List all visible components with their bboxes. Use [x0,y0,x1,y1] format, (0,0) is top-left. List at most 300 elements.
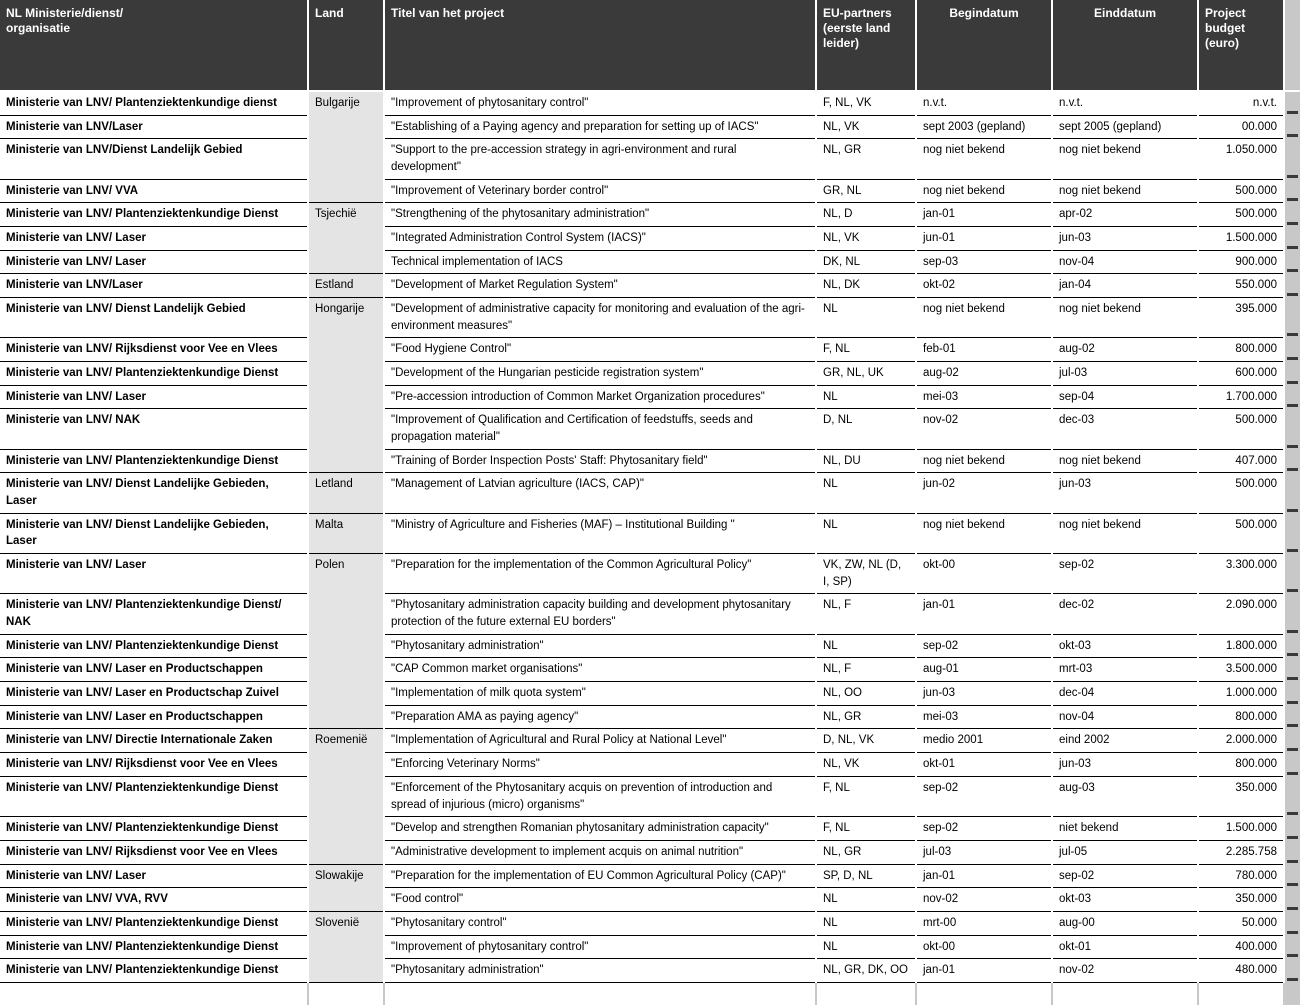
row-gutter-marker [1284,935,1300,959]
column-header-budget-line1: Project [1205,6,1246,20]
cell-budget: 800.000 [1198,338,1284,362]
row-gutter-marker [1284,705,1300,729]
cell-begindatum: jan-01 [916,864,1052,888]
column-header-partners-line2: (eerste land [823,21,891,35]
cell-budget: 350.000 [1198,888,1284,912]
column-header-organisatie-line2: organisatie [6,21,71,35]
cell-einddatum: jun-03 [1052,227,1198,251]
row-gutter-marker [1284,753,1300,777]
row-gutter-marker [1284,274,1300,298]
cell-einddatum: nov-04 [1052,705,1198,729]
cell-organisatie: Ministerie van LNV/ Dienst Landelijke Gebieden, Laser [0,473,308,513]
cell-titel: "Administrative development to implement acquis on animal nutrition" [384,840,816,864]
cell-land [308,682,384,706]
cell-organisatie: Ministerie van LNV/ NAK [0,409,308,449]
cell-titel: "Implementation of milk quota system" [384,682,816,706]
cell-budget: 1.800.000 [1198,634,1284,658]
table-row [0,959,1300,983]
table-row [0,753,1300,777]
cell-begindatum: okt-02 [916,274,1052,298]
cell-begindatum: nog niet bekend [916,298,1052,338]
cell-titel: "Integrated Administration Control System (IACS)" [384,227,816,251]
cell-einddatum: jun-03 [1052,473,1198,513]
cell-begindatum: okt-00 [916,935,1052,959]
table-header [0,0,1300,91]
cell-land [308,634,384,658]
row-gutter-marker [1284,473,1300,513]
cell-begindatum: okt-00 [916,554,1052,594]
row-gutter-marker [1284,776,1300,816]
cell-einddatum: nov-02 [1052,959,1198,983]
cell-partners: NL [816,513,916,553]
cell-budget: 500.000 [1198,473,1284,513]
cell-einddatum: dec-04 [1052,682,1198,706]
cell-land: Malta [308,513,384,553]
cell-titel: "Pre-accession introduction of Common Market Organization procedures" [384,385,816,409]
cell-titel: "Phytosanitary administration" [384,634,816,658]
cell-einddatum: aug-02 [1052,338,1198,362]
row-gutter-marker [1284,227,1300,251]
cell-budget: 3.500.000 [1198,658,1284,682]
cell-organisatie: Ministerie van LNV/ Plantenziektenkundige Dienst [0,817,308,841]
cell-land [308,959,384,983]
column-header-land: Land [308,0,384,91]
cell-titel: "Improvement of Veterinary border control" [384,179,816,203]
cell-land [308,935,384,959]
cell-land [308,385,384,409]
cell-begindatum: sep-02 [916,776,1052,816]
cell-land [308,139,384,179]
cell-partners: NL [816,911,916,935]
cell-einddatum: nog niet bekend [1052,298,1198,338]
cell-begindatum: jun-01 [916,227,1052,251]
cell-land: Polen [308,554,384,594]
cell-begindatum: sep-02 [916,817,1052,841]
cell-titel: "Enforcing Veterinary Norms" [384,753,816,777]
footer-space-cell [916,982,1052,1005]
cell-budget: 395.000 [1198,298,1284,338]
cell-budget: 1.000.000 [1198,682,1284,706]
cell-einddatum: dec-02 [1052,594,1198,634]
cell-einddatum: n.v.t. [1052,91,1198,115]
cell-organisatie: Ministerie van LNV/ Laser en Productschappen [0,658,308,682]
cell-titel: "Food control" [384,888,816,912]
cell-begindatum: jan-01 [916,203,1052,227]
cell-budget: 1.500.000 [1198,817,1284,841]
cell-partners: D, NL, VK [816,729,916,753]
cell-budget: 500.000 [1198,409,1284,449]
cell-partners: NL [816,385,916,409]
cell-budget: 2.285.758 [1198,840,1284,864]
cell-land [308,705,384,729]
cell-organisatie: Ministerie van LNV/ Plantenziektenkundige Dienst [0,959,308,983]
cell-land [308,179,384,203]
table-row [0,91,1300,115]
cell-einddatum: okt-03 [1052,888,1198,912]
cell-partners: NL [816,298,916,338]
table-row [0,594,1300,634]
cell-titel: "Preparation for the implementation of the Common Agricultural Policy" [384,554,816,594]
table-row [0,227,1300,251]
cell-titel: "Enforcement of the Phytosanitary acquis on prevention of introduction and spread of injurious (micro) organisms" [384,776,816,816]
cell-begindatum: nov-02 [916,409,1052,449]
cell-organisatie: Ministerie van LNV/ Plantenziektenkundige Dienst [0,634,308,658]
cell-partners: NL, DU [816,449,916,473]
column-header-organisatie-line1: NL Ministerie/dienst/ [6,6,124,20]
row-gutter-marker [1284,634,1300,658]
row-gutter-marker [1284,888,1300,912]
cell-organisatie: Ministerie van LNV/ Plantenziektenkundige Dienst [0,935,308,959]
cell-begindatum: mei-03 [916,385,1052,409]
cell-partners: NL, GR, DK, OO [816,959,916,983]
cell-land [308,840,384,864]
table-footer-space [0,982,1300,1005]
cell-land: Bulgarije [308,91,384,115]
cell-titel: "Preparation for the implementation of EU Common Agricultural Policy (CAP)" [384,864,816,888]
cell-organisatie: Ministerie van LNV/ Rijksdienst voor Vee en Vlees [0,338,308,362]
column-header-partners-line3: leider) [823,36,860,50]
table-row [0,115,1300,139]
table-body [0,91,1300,1005]
table-row [0,864,1300,888]
row-gutter-marker [1284,658,1300,682]
cell-organisatie: Ministerie van LNV/ Laser en Productschappen [0,705,308,729]
table-row [0,513,1300,553]
cell-titel: "Develop and strengthen Romanian phytosanitary administration capacity" [384,817,816,841]
cell-budget: 780.000 [1198,864,1284,888]
cell-partners: F, NL [816,817,916,841]
cell-einddatum: niet bekend [1052,817,1198,841]
cell-partners: NL, VK [816,753,916,777]
cell-titel: "Support to the pre-accession strategy in agri-environment and rural development" [384,139,816,179]
cell-partners: GR, NL [816,179,916,203]
cell-begindatum: jan-01 [916,594,1052,634]
cell-partners: NL, VK [816,227,916,251]
cell-land: Slovenië [308,911,384,935]
cell-budget: 800.000 [1198,753,1284,777]
row-gutter-marker [1284,91,1300,115]
cell-einddatum: sep-02 [1052,554,1198,594]
column-header-partners [816,0,916,91]
cell-begindatum: nog niet bekend [916,139,1052,179]
cell-einddatum: nog niet bekend [1052,449,1198,473]
table-row [0,634,1300,658]
cell-einddatum: nog niet bekend [1052,179,1198,203]
cell-partners: F, NL [816,776,916,816]
cell-land [308,753,384,777]
column-header-gutter [1284,0,1300,91]
cell-land: Letland [308,473,384,513]
cell-partners: NL, GR [816,840,916,864]
table-row [0,776,1300,816]
cell-organisatie: Ministerie van LNV/ Rijksdienst voor Vee en Vlees [0,753,308,777]
cell-land: Hongarije [308,298,384,338]
row-gutter-marker [1284,362,1300,386]
cell-organisatie: Ministerie van LNV/ Plantenziektenkundige Dienst/ NAK [0,594,308,634]
cell-budget: 3.300.000 [1198,554,1284,594]
cell-titel: "Development of Market Regulation System" [384,274,816,298]
cell-partners: F, NL, VK [816,91,916,115]
cell-begindatum: aug-02 [916,362,1052,386]
cell-budget: 2.090.000 [1198,594,1284,634]
cell-budget: 50.000 [1198,911,1284,935]
cell-land [308,817,384,841]
cell-begindatum: n.v.t. [916,91,1052,115]
table-row [0,840,1300,864]
cell-land [308,115,384,139]
cell-land [308,776,384,816]
cell-einddatum: sep-02 [1052,864,1198,888]
cell-begindatum: jun-02 [916,473,1052,513]
cell-organisatie: Ministerie van LNV/ Plantenziektenkundige Dienst [0,911,308,935]
table-row [0,554,1300,594]
cell-titel: "Improvement of Qualification and Certification of feedstuffs, seeds and propagation material" [384,409,816,449]
column-header-budget-line2: budget [1205,21,1245,35]
cell-organisatie: Ministerie van LNV/Dienst Landelijk Gebied [0,139,308,179]
cell-organisatie: Ministerie van LNV/ Plantenziektenkundige Dienst [0,362,308,386]
column-header-einddatum: Einddatum [1052,0,1198,91]
cell-partners: GR, NL, UK [816,362,916,386]
cell-budget: 480.000 [1198,959,1284,983]
table-row [0,658,1300,682]
table-row [0,473,1300,513]
cell-organisatie: Ministerie van LNV/ Dienst Landelijke Gebieden, Laser [0,513,308,553]
cell-titel: "Training of Border Inspection Posts' Staff: Phytosanitary field" [384,449,816,473]
table-row [0,362,1300,386]
table-row [0,705,1300,729]
cell-budget: 407.000 [1198,449,1284,473]
cell-land: Estland [308,274,384,298]
cell-begindatum: feb-01 [916,338,1052,362]
cell-titel: "Development of administrative capacity for monitoring and evaluation of the agri-environment measures" [384,298,816,338]
cell-einddatum: jul-03 [1052,362,1198,386]
cell-organisatie: Ministerie van LNV/ Plantenziektenkundige Dienst [0,776,308,816]
cell-einddatum: jun-03 [1052,753,1198,777]
cell-partners: D, NL [816,409,916,449]
cell-titel: "Development of the Hungarian pesticide registration system" [384,362,816,386]
cell-einddatum: mrt-03 [1052,658,1198,682]
table-row [0,338,1300,362]
cell-partners: SP, D, NL [816,864,916,888]
table-row [0,935,1300,959]
cell-partners: F, NL [816,338,916,362]
cell-partners: NL, GR [816,139,916,179]
cell-organisatie: Ministerie van LNV/ Laser [0,227,308,251]
header-row [0,0,1300,91]
cell-land [308,409,384,449]
cell-land: Tsjechië [308,203,384,227]
row-gutter-marker [1284,729,1300,753]
cell-budget: 600.000 [1198,362,1284,386]
cell-einddatum: jul-05 [1052,840,1198,864]
row-gutter-marker [1284,385,1300,409]
cell-land: Roemenië [308,729,384,753]
table-row [0,298,1300,338]
footer-space-cell [384,982,816,1005]
cell-land [308,227,384,251]
cell-titel: "Food Hygiene Control" [384,338,816,362]
column-header-budget [1198,0,1284,91]
cell-einddatum: jan-04 [1052,274,1198,298]
cell-land [308,449,384,473]
cell-einddatum: okt-03 [1052,634,1198,658]
table-row [0,682,1300,706]
table-row [0,385,1300,409]
cell-begindatum: okt-01 [916,753,1052,777]
cell-budget: 1.050.000 [1198,139,1284,179]
cell-organisatie: Ministerie van LNV/Laser [0,274,308,298]
cell-begindatum: sept 2003 (gepland) [916,115,1052,139]
table-row [0,250,1300,274]
cell-begindatum: jan-01 [916,959,1052,983]
footer-space-cell [0,982,308,1005]
cell-land [308,658,384,682]
cell-budget: 00.000 [1198,115,1284,139]
row-gutter-marker [1284,139,1300,179]
cell-partners: NL [816,935,916,959]
cell-einddatum: eind 2002 [1052,729,1198,753]
column-header-organisatie [0,0,308,91]
cell-titel: "Improvement of phytosanitary control" [384,91,816,115]
cell-partners: NL, F [816,594,916,634]
cell-budget: 2.000.000 [1198,729,1284,753]
column-header-partners-line1: EU-partners [823,6,892,20]
table-row [0,274,1300,298]
cell-organisatie: Ministerie van LNV/ Laser en Productschap Zuivel [0,682,308,706]
cell-begindatum: mei-03 [916,705,1052,729]
cell-titel: "Preparation AMA as paying agency" [384,705,816,729]
cell-partners: NL [816,634,916,658]
table-row [0,911,1300,935]
cell-land [308,362,384,386]
cell-budget: 500.000 [1198,513,1284,553]
cell-begindatum: sep-03 [916,250,1052,274]
table-row [0,449,1300,473]
footer-space-cell [816,982,916,1005]
cell-organisatie: Ministerie van LNV/ Rijksdienst voor Vee en Vlees [0,840,308,864]
cell-einddatum: aug-00 [1052,911,1198,935]
cell-einddatum: nov-04 [1052,250,1198,274]
cell-budget: n.v.t. [1198,91,1284,115]
cell-organisatie: Ministerie van LNV/Laser [0,115,308,139]
row-gutter-marker [1284,203,1300,227]
cell-titel: "CAP Common market organisations" [384,658,816,682]
cell-land [308,338,384,362]
row-gutter-marker [1284,115,1300,139]
cell-organisatie: Ministerie van LNV/ Laser [0,864,308,888]
cell-organisatie: Ministerie van LNV/ Plantenziektenkundige Dienst [0,203,308,227]
cell-budget: 350.000 [1198,776,1284,816]
cell-begindatum: nog niet bekend [916,179,1052,203]
table-row [0,729,1300,753]
cell-einddatum: nog niet bekend [1052,513,1198,553]
table-row [0,888,1300,912]
row-gutter-marker [1284,817,1300,841]
row-gutter-marker [1284,911,1300,935]
cell-einddatum: sept 2005 (gepland) [1052,115,1198,139]
footer-space-cell [1284,982,1300,1005]
cell-organisatie: Ministerie van LNV/ Dienst Landelijk Gebied [0,298,308,338]
cell-organisatie: Ministerie van LNV/ VVA [0,179,308,203]
row-gutter-marker [1284,554,1300,594]
cell-begindatum: jun-03 [916,682,1052,706]
cell-budget: 1.700.000 [1198,385,1284,409]
cell-partners: NL, GR [816,705,916,729]
cell-budget: 800.000 [1198,705,1284,729]
cell-partners: NL, DK [816,274,916,298]
cell-titel: "Establishing of a Paying agency and preparation for setting up of IACS" [384,115,816,139]
cell-partners: NL, OO [816,682,916,706]
cell-budget: 500.000 [1198,203,1284,227]
cell-organisatie: Ministerie van LNV/ Laser [0,554,308,594]
cell-partners: NL, D [816,203,916,227]
cell-budget: 1.500.000 [1198,227,1284,251]
cell-begindatum: sep-02 [916,634,1052,658]
cell-organisatie: Ministerie van LNV/ VVA, RVV [0,888,308,912]
cell-land [308,594,384,634]
cell-partners: DK, NL [816,250,916,274]
table-row [0,203,1300,227]
column-header-begindatum: Begindatum [916,0,1052,91]
table-row [0,409,1300,449]
cell-titel: "Ministry of Agriculture and Fisheries (MAF) – Institutional Building " [384,513,816,553]
row-gutter-marker [1284,298,1300,338]
row-gutter-marker [1284,594,1300,634]
cell-budget: 900.000 [1198,250,1284,274]
cell-partners: NL [816,888,916,912]
cell-begindatum: aug-01 [916,658,1052,682]
cell-budget: 500.000 [1198,179,1284,203]
cell-land [308,888,384,912]
cell-budget: 550.000 [1198,274,1284,298]
row-gutter-marker [1284,840,1300,864]
cell-partners: VK, ZW, NL (D, I, SP) [816,554,916,594]
cell-partners: NL, F [816,658,916,682]
footer-space-cell [1052,982,1198,1005]
cell-titel: Technical implementation of IACS [384,250,816,274]
footer-space-cell [308,982,384,1005]
cell-titel: "Management of Latvian agriculture (IACS, CAP)" [384,473,816,513]
cell-titel: "Phytosanitary control" [384,911,816,935]
cell-einddatum: okt-01 [1052,935,1198,959]
cell-begindatum: medio 2001 [916,729,1052,753]
table-row [0,139,1300,179]
cell-einddatum: sep-04 [1052,385,1198,409]
cell-land: Slowakije [308,864,384,888]
row-gutter-marker [1284,338,1300,362]
cell-organisatie: Ministerie van LNV/ Plantenziektenkundige dienst [0,91,308,115]
cell-partners: NL, VK [816,115,916,139]
cell-begindatum: nov-02 [916,888,1052,912]
cell-einddatum: apr-02 [1052,203,1198,227]
cell-land [308,250,384,274]
cell-titel: "Phytosanitary administration" [384,959,816,983]
table-row [0,817,1300,841]
cell-titel: "Implementation of Agricultural and Rural Policy at National Level" [384,729,816,753]
footer-space-cell [1198,982,1284,1005]
row-gutter-marker [1284,513,1300,553]
cell-titel: "Strengthening of the phytosanitary administration" [384,203,816,227]
cell-budget: 400.000 [1198,935,1284,959]
cell-partners: NL [816,473,916,513]
cell-begindatum: nog niet bekend [916,513,1052,553]
row-gutter-marker [1284,179,1300,203]
row-gutter-marker [1284,864,1300,888]
column-header-budget-line3: (euro) [1205,36,1239,50]
cell-einddatum: nog niet bekend [1052,139,1198,179]
row-gutter-marker [1284,449,1300,473]
cell-begindatum: nog niet bekend [916,449,1052,473]
